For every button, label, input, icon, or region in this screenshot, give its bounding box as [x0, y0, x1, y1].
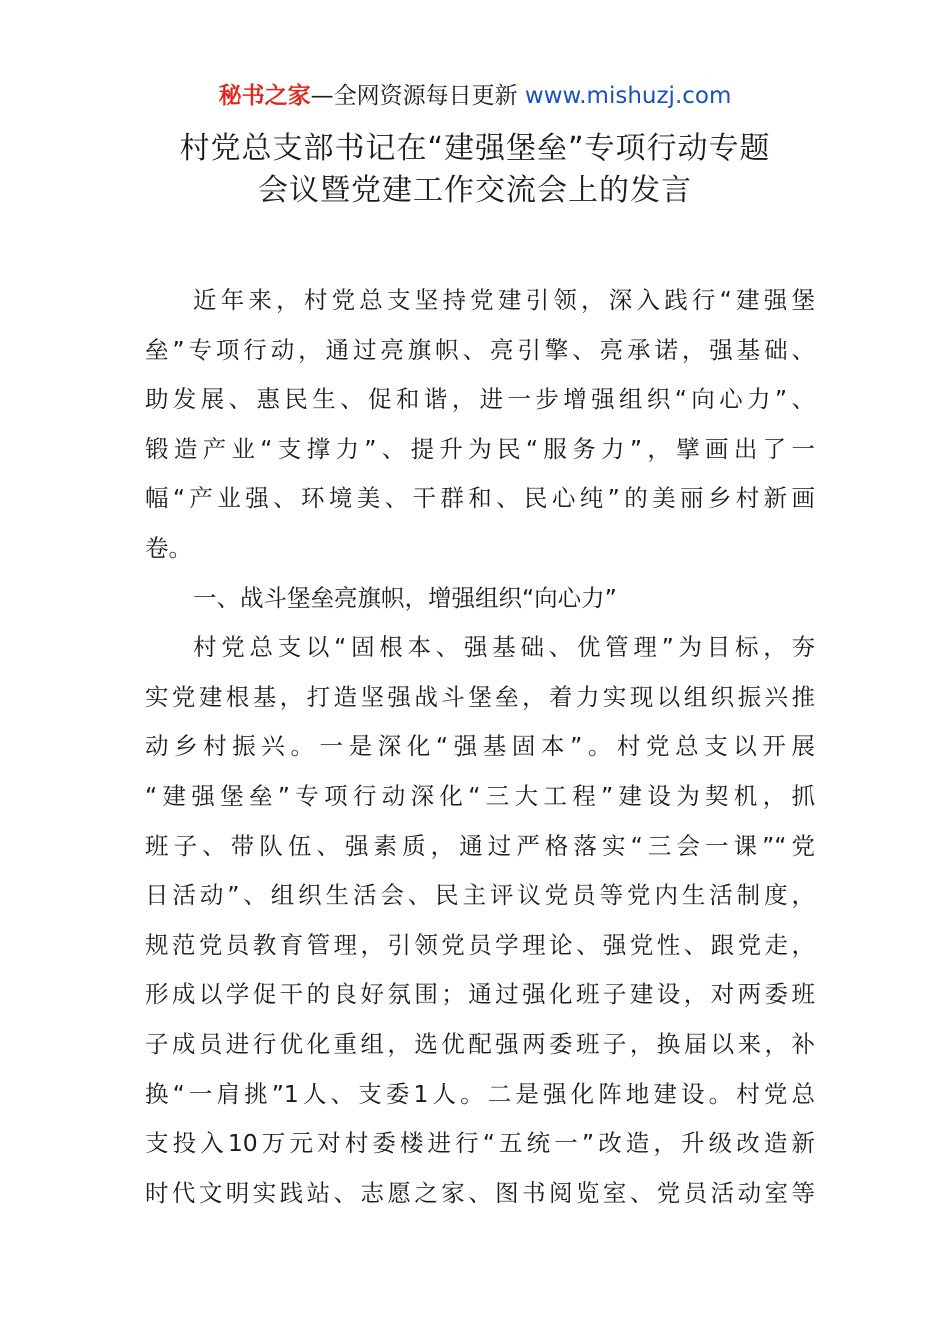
body-line: 形成以学促干的良好氛围；通过强化班子建设，对两委班: [145, 980, 815, 1009]
body-line: 时代文明实践站、志愿之家、图书阅览室、党员活动室等: [145, 1178, 815, 1207]
body-line: 村党总支以“固根本、强基础、优管理”为目标，夯: [193, 633, 815, 662]
body-line: 规范党员教育管理，引领党员学理论、强党性、跟党走，: [145, 930, 815, 959]
body-line: 垒”专项行动，通过亮旗帜、亮引擎、亮承诺，强基础、: [145, 335, 815, 364]
site-url-link[interactable]: www.mishuzj.com: [524, 83, 732, 109]
body-line: “建强堡垒”专项行动深化“三大工程”建设为契机，抓: [145, 781, 815, 810]
title-line-2: 会议暨党建工作交流会上的发言: [258, 173, 692, 208]
body-line: 子成员进行优化重组，选优配强两委班子，换届以来，补: [145, 1029, 815, 1058]
body-line: 换“一肩挑”1人、支委1人。二是强化阵地建设。村党总: [145, 1079, 815, 1108]
body-line: 班子、带队伍、强素质，通过严格落实“三会一课”“党: [145, 831, 815, 860]
body-line: 近年来，村党总支坚持党建引领，深入践行“建强堡: [193, 286, 815, 314]
body-line: 实党建根基，打造坚强战斗堡垒，着力实现以组织振兴推: [145, 682, 815, 711]
body-line: 锻造产业“支撑力”、提升为民“服务力”，擘画出了一: [145, 434, 815, 463]
body-line: 卷。: [145, 533, 192, 562]
title-line-1: 村党总支部书记在“建强堡垒”专项行动专题: [179, 131, 771, 166]
site-tagline: —全网资源每日更新: [310, 83, 525, 109]
site-header: [0, 80, 950, 112]
body-line: 日活动”、组织生活会、民主评议党员等党内生活制度，: [145, 881, 815, 910]
body-line: 幅“产业强、环境美、干群和、民心纯”的美丽乡村新画: [145, 484, 815, 513]
body-line: 助发展、惠民生、促和谐，进一步增强组织“向心力”、: [145, 385, 815, 414]
site-brand: 秘书之家: [218, 83, 311, 109]
document-title: [100, 128, 850, 212]
document-body: [145, 276, 815, 1218]
body-line: 动乡村振兴。一是深化“强基固本”。村党总支以开展: [145, 732, 815, 761]
body-line: 支投入10万元对村委楼进行“五统一”改造，升级改造新: [145, 1129, 815, 1158]
section-heading: 一、战斗堡垒亮旗帜，增强组织“向心力”: [193, 583, 617, 612]
